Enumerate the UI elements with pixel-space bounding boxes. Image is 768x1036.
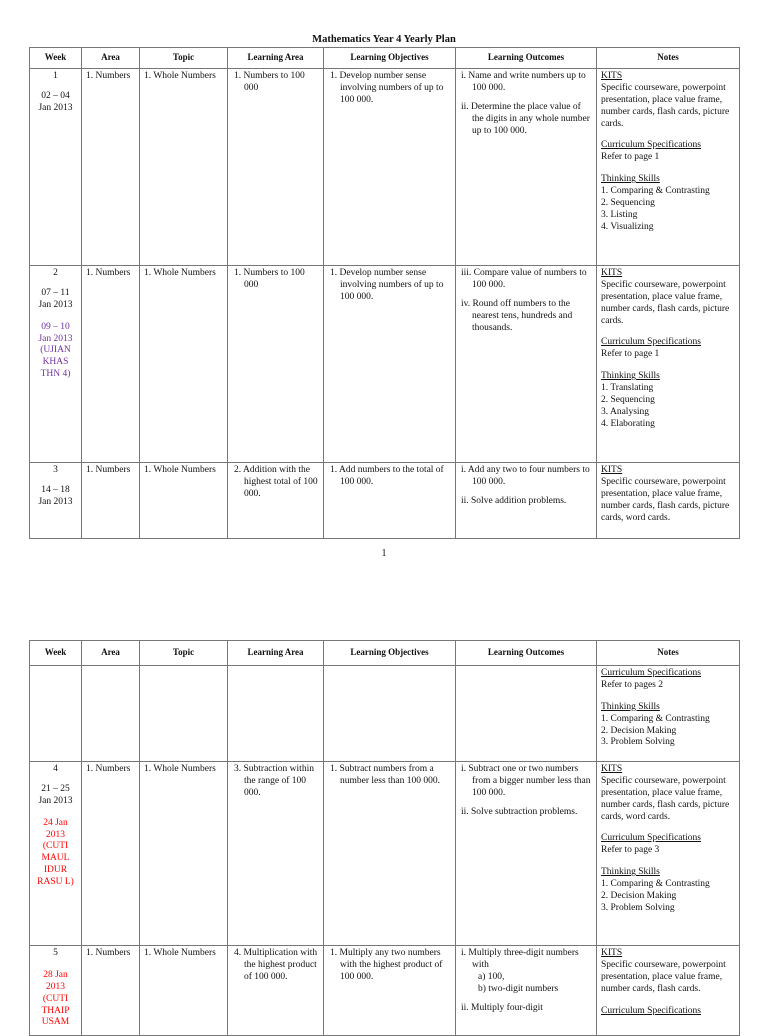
area-cell: 1. Numbers xyxy=(82,266,140,463)
outcomes-cell xyxy=(456,69,597,266)
week-date: 07 – 11 Jan 2013 xyxy=(38,287,73,310)
outcome-item: i. Subtract one or two numbers from a bigger number less than 100 000. xyxy=(461,764,591,798)
curriculum-heading: Curriculum Specifications xyxy=(601,337,701,348)
week-event-note: 28 Jan 2013 (CUTI THAIP USAM xyxy=(41,969,70,1028)
thinking-skills-heading: Thinking Skills xyxy=(601,701,660,712)
kits-text: Specific courseware, powerpoint presentation, place value frame, number cards, flash cards, picture cards, word cards. xyxy=(601,775,730,822)
kits-heading: KITS xyxy=(601,948,623,958)
objective-text: 1. Add numbers to the total of 100 000. xyxy=(330,465,444,487)
notes-cell xyxy=(597,946,740,1036)
outcome-subitem: a) 100, xyxy=(478,971,505,982)
thinking-skill-item: 4. Elaborating xyxy=(601,418,655,429)
header-learning-area: Learning Area xyxy=(228,641,324,666)
outcome-item: i. Add any two to four numbers to 100 000. xyxy=(461,465,590,487)
outcome-item: ii. Multiply four-digit xyxy=(461,1002,543,1013)
table-row xyxy=(30,69,740,266)
curriculum-text: Refer to page 1 xyxy=(601,349,660,360)
curriculum-heading: Curriculum Specifications xyxy=(601,668,701,678)
table-row xyxy=(30,266,740,463)
week-cell xyxy=(30,266,82,463)
outcomes-cell xyxy=(456,946,597,1036)
header-learning-area: Learning Area xyxy=(228,48,324,69)
topic-cell: 1. Whole Numbers xyxy=(140,266,228,463)
header-learning-objectives: Learning Objectives xyxy=(324,48,456,69)
outcome-item: ii. Determine the place value of the digits in any whole number up to 100 000. xyxy=(461,101,590,136)
objectives-cell xyxy=(324,946,456,1036)
week-number: 1 xyxy=(53,71,58,81)
header-learning-outcomes: Learning Outcomes xyxy=(456,48,597,69)
header-notes: Notes xyxy=(597,48,740,69)
thinking-skill-item: 1. Comparing & Contrasting xyxy=(601,879,710,889)
table-row xyxy=(30,946,740,1036)
week-number: 5 xyxy=(53,948,58,958)
table-row xyxy=(30,666,740,762)
header-area: Area xyxy=(82,48,140,69)
outcome-item: iv. Round off numbers to the nearest tens, hundreds and thousands. xyxy=(461,298,573,333)
outcome-item: iii. Compare value of numbers to 100 000. xyxy=(461,268,587,290)
learning-area-cell xyxy=(228,266,324,463)
thinking-skill-item: 3. Problem Solving xyxy=(601,902,675,913)
objectives-cell xyxy=(324,762,456,946)
learning-area-text: 1. Numbers to 100 000 xyxy=(234,268,305,290)
kits-text: Specific courseware, powerpoint presentation, place value frame, number cards, flash cards, picture cards, word cards. xyxy=(601,476,730,523)
thinking-skill-item: 1. Translating xyxy=(601,383,654,393)
outcomes-cell xyxy=(456,666,597,762)
objectives-cell xyxy=(324,69,456,266)
outcome-item: ii. Solve addition problems. xyxy=(461,495,567,506)
notes-cell xyxy=(597,666,740,762)
table-row xyxy=(30,762,740,946)
area-cell xyxy=(82,666,140,762)
week-cell xyxy=(30,946,82,1036)
week-cell xyxy=(30,69,82,266)
topic-cell xyxy=(140,666,228,762)
outcomes-cell xyxy=(456,762,597,946)
outcome-item: i. Name and write numbers up to 100 000. xyxy=(461,71,586,93)
objectives-cell xyxy=(324,463,456,539)
notes-cell xyxy=(597,266,740,463)
curriculum-text: Refer to page 3 xyxy=(601,845,660,856)
curriculum-text: Refer to page 1 xyxy=(601,152,660,163)
thinking-skills-heading: Thinking Skills xyxy=(601,867,660,878)
header-notes: Notes xyxy=(597,641,740,666)
learning-area-cell xyxy=(228,463,324,539)
week-cell xyxy=(30,762,82,946)
kits-heading: KITS xyxy=(601,764,623,774)
thinking-skill-item: 3. Problem Solving xyxy=(601,737,675,748)
area-cell: 1. Numbers xyxy=(82,946,140,1036)
table-header-row xyxy=(30,641,740,666)
thinking-skill-item: 2. Sequencing xyxy=(601,394,655,405)
table-header-row xyxy=(30,48,740,69)
header-week: Week xyxy=(30,641,82,666)
learning-area-text: 3. Subtraction within the range of 100 000. xyxy=(234,764,314,798)
header-topic: Topic xyxy=(140,641,228,666)
learning-area-cell xyxy=(228,69,324,266)
area-cell: 1. Numbers xyxy=(82,762,140,946)
area-cell: 1. Numbers xyxy=(82,69,140,266)
objectives-cell xyxy=(324,266,456,463)
plan-table-page-1 xyxy=(29,47,740,539)
learning-area-cell xyxy=(228,762,324,946)
outcomes-cell xyxy=(456,266,597,463)
table-row xyxy=(30,463,740,539)
thinking-skill-item: 2. Decision Making xyxy=(601,890,677,901)
header-topic: Topic xyxy=(140,48,228,69)
learning-area-text: 2. Addition with the highest total of 100 000. xyxy=(234,465,318,499)
thinking-skill-item: 3. Listing xyxy=(601,209,638,220)
objective-text: 1. Develop number sense involving numbers of up to 100 000. xyxy=(330,71,444,105)
header-learning-objectives: Learning Objectives xyxy=(324,641,456,666)
week-date: 21 – 25 Jan 2013 xyxy=(38,783,73,806)
outcomes-cell xyxy=(456,463,597,539)
week-event-note: 24 Jan 2013 (CUTI MAUL IDUR RASU L) xyxy=(37,817,74,887)
notes-cell xyxy=(597,463,740,539)
thinking-skill-item: 3. Analysing xyxy=(601,406,650,417)
thinking-skill-item: 2. Sequencing xyxy=(601,197,655,208)
header-learning-outcomes: Learning Outcomes xyxy=(456,641,597,666)
notes-cell xyxy=(597,762,740,946)
learning-area-cell xyxy=(228,946,324,1036)
plan-table-page-2 xyxy=(29,640,740,1036)
topic-cell: 1. Whole Numbers xyxy=(140,463,228,539)
objective-text: 1. Subtract numbers from a number less than 100 000. xyxy=(330,764,441,786)
week-date: 14 – 18 Jan 2013 xyxy=(38,484,73,507)
thinking-skill-item: 2. Decision Making xyxy=(601,725,677,736)
week-number: 4 xyxy=(53,764,58,774)
kits-heading: KITS xyxy=(601,268,623,278)
kits-text: Specific courseware, powerpoint presentation, place value frame, number cards, flash cards, picture cards. xyxy=(601,279,730,326)
header-week: Week xyxy=(30,48,82,69)
week-number: 3 xyxy=(53,465,58,475)
curriculum-heading: Curriculum Specifications xyxy=(601,140,701,151)
week-date: 02 – 04 Jan 2013 xyxy=(38,90,73,113)
learning-area-cell xyxy=(228,666,324,762)
curriculum-heading: Curriculum Specifications xyxy=(601,833,701,844)
kits-heading: KITS xyxy=(601,71,623,81)
curriculum-heading: Curriculum Specifications xyxy=(601,1005,701,1016)
objectives-cell xyxy=(324,666,456,762)
kits-heading: KITS xyxy=(601,465,623,475)
outcome-item: i. Multiply three-digit numbers with xyxy=(461,948,579,970)
week-event-note: 09 – 10 Jan 2013 (UJIAN KHAS THN 4) xyxy=(38,321,73,380)
week-cell xyxy=(30,463,82,539)
learning-area-text: 4. Multiplication with the highest product of 100 000. xyxy=(234,948,318,982)
outcome-item: ii. Solve subtraction problems. xyxy=(461,806,578,817)
page-title: Mathematics Year 4 Yearly Plan xyxy=(312,34,456,45)
thinking-skill-item: 1. Comparing & Contrasting xyxy=(601,186,710,196)
objective-text: 1. Multiply any two numbers with the highest product of 100 000. xyxy=(330,948,443,982)
thinking-skill-item: 1. Comparing & Contrasting xyxy=(601,713,710,724)
thinking-skill-item: 4. Visualizing xyxy=(601,221,654,232)
curriculum-text: Refer to pages 2 xyxy=(601,679,663,690)
week-cell xyxy=(30,666,82,762)
topic-cell: 1. Whole Numbers xyxy=(140,69,228,266)
thinking-skills-heading: Thinking Skills xyxy=(601,371,660,382)
topic-cell: 1. Whole Numbers xyxy=(140,762,228,946)
kits-text: Specific courseware, powerpoint presentation, place value frame, number cards, flash cards. xyxy=(601,959,726,994)
notes-cell xyxy=(597,69,740,266)
area-cell: 1. Numbers xyxy=(82,463,140,539)
page-number: 1 xyxy=(381,548,387,559)
week-number: 2 xyxy=(53,268,58,278)
learning-area-text: 1. Numbers to 100 000 xyxy=(234,71,305,93)
topic-cell: 1. Whole Numbers xyxy=(140,946,228,1036)
kits-text: Specific courseware, powerpoint presentation, place value frame, number cards, flash cards, picture cards. xyxy=(601,82,730,129)
outcome-subitem: b) two-digit numbers xyxy=(478,983,559,994)
header-area: Area xyxy=(82,641,140,666)
thinking-skills-heading: Thinking Skills xyxy=(601,174,660,185)
objective-text: 1. Develop number sense involving numbers of up to 100 000. xyxy=(330,268,444,302)
